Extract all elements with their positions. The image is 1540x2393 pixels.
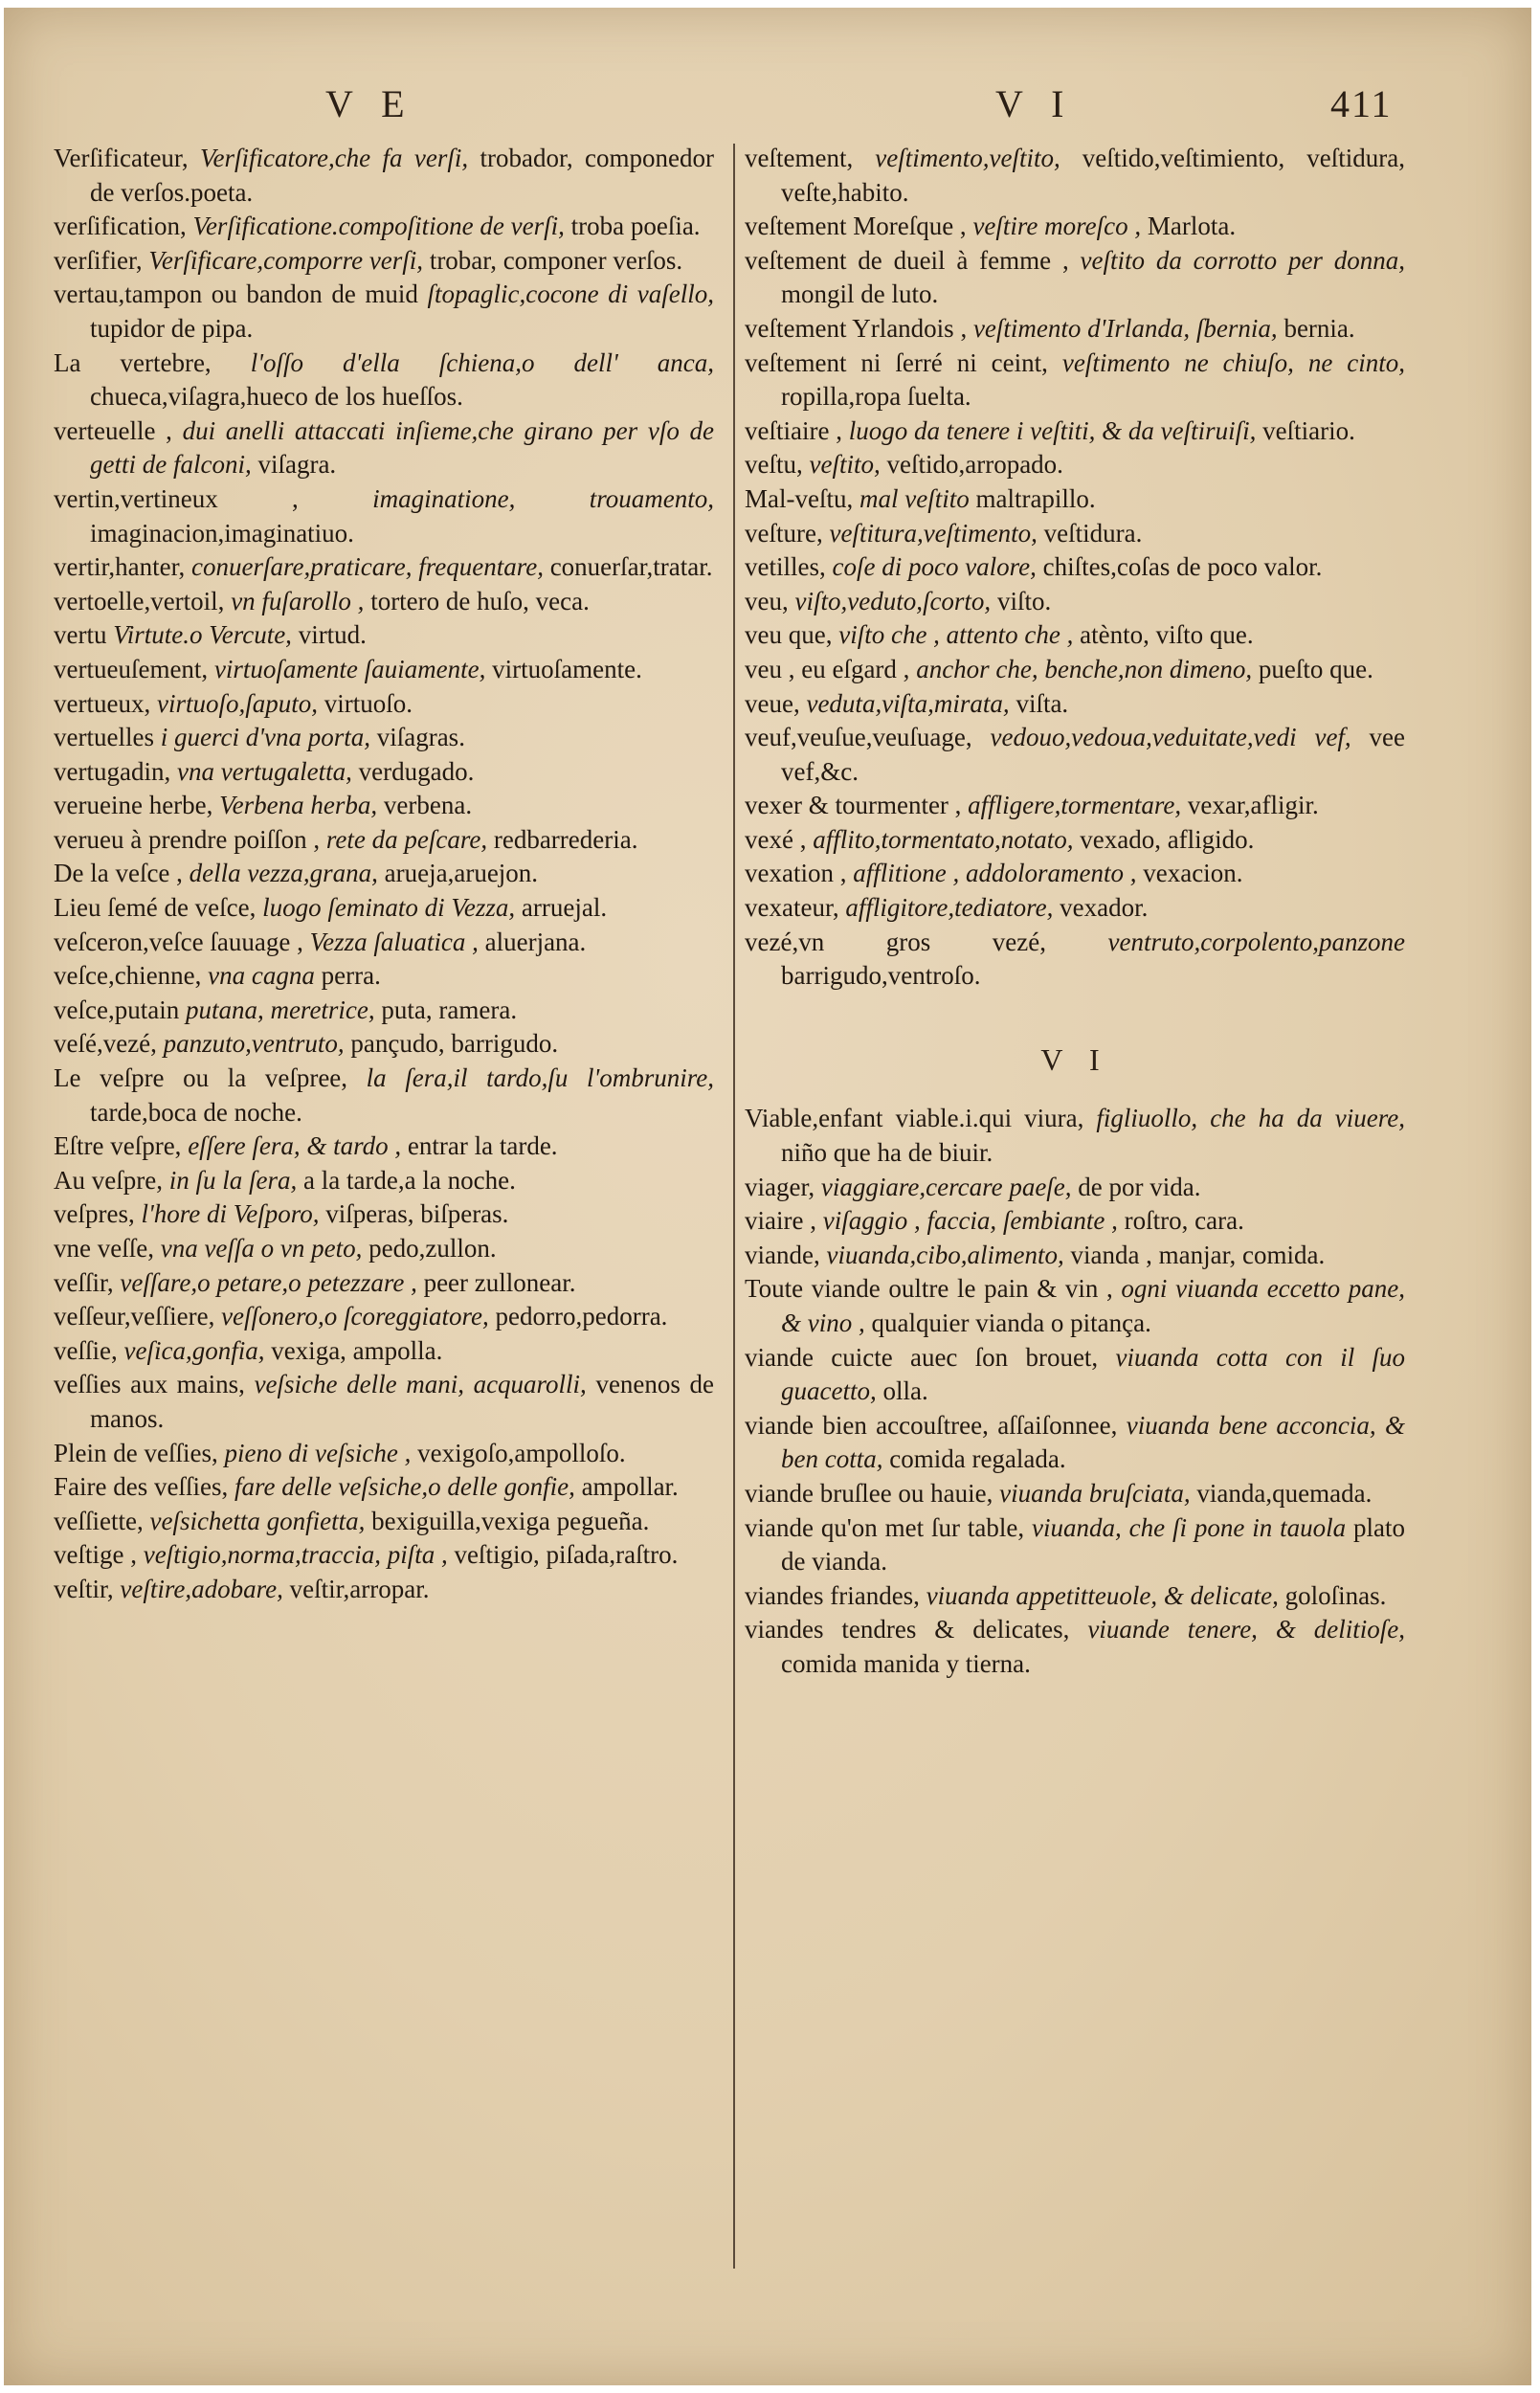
entry-headword: vezé,vn gros vezé, (745, 927, 1046, 956)
entry-headword: Au veſpre, (54, 1165, 163, 1195)
entry-spanish: veſtir,arropar. (289, 1574, 430, 1603)
left-column (54, 142, 714, 1607)
dictionary-entry (745, 857, 1405, 891)
entry-italian: viuanda bruſciata, (999, 1478, 1191, 1508)
entry-spanish: veſtigio, piſada,raſtro. (454, 1540, 679, 1570)
entry-italian: veduta,viſta,mirata, (806, 688, 1010, 718)
entry-italian: Vezza ſaluatica , (309, 927, 479, 956)
dictionary-entry (745, 926, 1405, 994)
entry-italian: luogo ſeminato di Vezza, (262, 893, 516, 923)
entry-headword: veſtu, (745, 450, 803, 480)
dictionary-entry (54, 789, 714, 823)
entry-headword: Verſificateur, (54, 144, 189, 172)
entry-spanish: bexiguilla,vexiga pegueña. (371, 1506, 650, 1535)
entry-spanish: chiſtes,coſas de poco valor. (1042, 552, 1323, 582)
entry-spanish: perra. (321, 961, 381, 991)
dictionary-entry (54, 1232, 714, 1266)
entry-spanish: vexiga, ampolla. (271, 1335, 443, 1365)
dictionary-entry (54, 1505, 714, 1539)
entry-spanish: comida manida y tierna. (781, 1648, 1031, 1678)
entry-headword: verueine herbe, (54, 791, 213, 820)
entry-headword: De la veſce , (54, 859, 183, 888)
dictionary-entry (745, 1272, 1405, 1340)
entry-spanish: tarde,boca de noche. (90, 1097, 302, 1127)
entry-headword: veu , eu eſgard , (745, 654, 910, 683)
entry-spanish: plato de vianda. (781, 1512, 1406, 1577)
entry-spanish: tortero de huſo, veca. (370, 586, 590, 615)
entry-spanish: ropilla,ropa ſuelta. (781, 382, 971, 412)
entry-spanish: goloſinas. (1284, 1580, 1387, 1610)
dictionary-entry (745, 448, 1405, 482)
entry-spanish: olla. (882, 1376, 928, 1406)
entry-spanish: vexar,afligir. (1187, 791, 1319, 820)
right-column (745, 142, 1405, 1682)
entry-spanish: maltrapillo. (975, 483, 1096, 513)
entry-headword: veſtement de dueil à femme , (745, 245, 1069, 275)
entry-headword: Mal-veſtu, (745, 483, 854, 513)
entry-italian: pieno di veſsiche , (224, 1438, 412, 1467)
entry-headword: veſtiaire , (745, 415, 842, 445)
dictionary-entry (745, 1477, 1405, 1511)
entry-headword: Faire des veſſies, (54, 1472, 229, 1502)
entry-italian: putana, meretrice, (185, 995, 375, 1024)
dictionary-entry (745, 517, 1405, 551)
entry-spanish: pueſto que. (1258, 654, 1373, 683)
page-number: 411 (1330, 82, 1393, 125)
entry-italian: veſſonero,o ſcoreggiatore, (221, 1302, 489, 1331)
entry-spanish: tupidor de pipa. (90, 313, 254, 343)
entry-spanish: ampollar. (581, 1472, 679, 1502)
column-divider (733, 144, 735, 2269)
entry-headword: veſtement ni ſerré ni ceint, (745, 347, 1048, 377)
dictionary-entry (745, 687, 1405, 722)
dictionary-entry (54, 142, 714, 210)
dictionary-entry (54, 857, 714, 891)
dictionary-entry (745, 789, 1405, 823)
entry-italian: veſica,gonfia, (123, 1335, 265, 1365)
entry-headword: verſification, (54, 212, 187, 241)
dictionary-entry (745, 823, 1405, 858)
entry-italian: viuanda appetitteuole, & delicate, (926, 1580, 1279, 1610)
right-column-ve-entries (745, 142, 1405, 994)
entry-spanish: veſtidura. (1043, 518, 1143, 548)
entry-headword: viandes friandes, (745, 1580, 920, 1610)
entry-headword: veſtir, (54, 1574, 114, 1603)
entry-headword: vexateur, (745, 893, 839, 923)
entry-spanish: chueca,viſagra,hueco de los hueſſos. (90, 382, 463, 412)
entry-italian: veſtigio,norma,traccia, piſta , (143, 1540, 448, 1570)
entry-italian: Verſificatore,che fa verſi, (199, 144, 469, 172)
entry-spanish: niño que ha de biuir. (781, 1138, 993, 1168)
entry-italian: veſſare,o petare,o petezzare , (120, 1267, 417, 1297)
entry-italian: anchor che, benche,non dimeno, (916, 654, 1253, 683)
entry-italian: Virtute.o Vercute, (113, 620, 292, 650)
dictionary-entry (54, 1062, 714, 1129)
entry-spanish: vianda,quemada. (1196, 1478, 1373, 1508)
header-center: V I (995, 82, 1074, 125)
entry-headword: viandes tendres & delicates, (745, 1615, 1070, 1644)
right-column-vi-entries (745, 1102, 1405, 1681)
dictionary-entry (745, 1341, 1405, 1409)
entry-headword: Plein de veſſies, (54, 1438, 218, 1467)
entry-headword: vetilles, (745, 552, 826, 582)
entry-italian: la ſera,il tardo,ſu l'ombrunire, (366, 1063, 715, 1093)
entry-spanish: viſagras. (376, 723, 465, 752)
entry-italian: coſe di poco valore, (832, 552, 1037, 582)
entry-italian: Verſificatione.compoſitione de verſi, (192, 212, 565, 241)
entry-headword: veue, (745, 688, 800, 718)
entry-italian: luogo da tenere i veſtiti, & da veſtiruiſi, (848, 415, 1257, 445)
entry-italian: della vezza,grana, (189, 859, 378, 888)
dictionary-entry (54, 1164, 714, 1198)
entry-headword: viande cuicte auec ſon brouet, (745, 1342, 1099, 1372)
entry-spanish: roſtro, cara. (1124, 1206, 1244, 1236)
dictionary-entry (54, 687, 714, 722)
entry-italian: panzuto,ventruto, (163, 1029, 345, 1059)
entry-spanish: redbarrederia. (493, 824, 638, 854)
entry-spanish: veſtiario. (1262, 415, 1355, 445)
entry-spanish: peer zullonear. (423, 1267, 576, 1297)
dictionary-entry (54, 482, 714, 550)
entry-headword: veſſies aux mains, (54, 1370, 245, 1399)
dictionary-entry (54, 755, 714, 790)
dictionary-entry (745, 550, 1405, 585)
entry-headword: viande bien accouſtree, aſſaiſonnee, (745, 1410, 1118, 1440)
dictionary-entry (745, 721, 1405, 789)
entry-spanish: trobador, componedor de verſos.poeta. (90, 144, 714, 207)
entry-headword: Viable,enfant viable.i.qui viura, (745, 1104, 1084, 1133)
entry-headword: veſtige , (54, 1540, 137, 1570)
entry-headword: veuf,veuſue,veuſuage, (745, 723, 972, 752)
entry-headword: vexation , (745, 859, 847, 888)
entry-italian: viuanda, che ſi pone in tauola (1031, 1512, 1347, 1542)
dictionary-entry (54, 1300, 714, 1334)
entry-italian: viuande tenere, & delitioſe, (1087, 1615, 1405, 1644)
entry-headword: veſpres, (54, 1199, 135, 1229)
entry-spanish: atènto, viſto que. (1080, 620, 1254, 650)
entry-spanish: arueja,aruejon. (384, 859, 539, 888)
entry-headword: veſſir, (54, 1267, 114, 1297)
dictionary-entry (54, 347, 714, 414)
entry-headword: Toute viande oultre le pain & vin , (745, 1274, 1113, 1304)
dictionary-entry (745, 653, 1405, 687)
entry-italian: affligitore,tediatore, (845, 893, 1054, 923)
entry-spanish: verdugado. (358, 756, 475, 786)
entry-headword: verſifier, (54, 245, 143, 275)
dictionary-entry (745, 210, 1405, 244)
dictionary-entry (54, 244, 714, 279)
entry-spanish: virtud. (298, 620, 367, 650)
dictionary-entry (745, 347, 1405, 414)
entry-spanish: pedorro,pedorra. (495, 1302, 668, 1331)
entry-spanish: vexador. (1060, 893, 1149, 923)
entry-headword: veſtement, (745, 144, 854, 172)
entry-headword: veſceron,veſce ſauuage , (54, 927, 303, 956)
dictionary-entry (745, 585, 1405, 619)
entry-headword: veſce,chienne, (54, 961, 202, 991)
entry-headword: veu que, (745, 620, 833, 650)
entry-headword: verteuelle , (54, 415, 172, 445)
entry-spanish: viſperas, biſperas. (325, 1199, 509, 1229)
entry-spanish: veſtido,arropado. (886, 450, 1063, 480)
dictionary-entry (54, 618, 714, 653)
entry-spanish: mongil de luto. (781, 280, 939, 309)
dictionary-entry (54, 550, 714, 585)
entry-headword: veſtement Yrlandois , (745, 313, 968, 343)
entry-italian: ogni viuanda eccetto pane, & vino , (781, 1274, 1406, 1337)
entry-spanish: qualquier vianda o pitança. (871, 1308, 1151, 1337)
entry-spanish: troba poeſia. (570, 212, 701, 241)
dictionary-entry (745, 414, 1405, 449)
dictionary-entry (54, 1538, 714, 1573)
entry-spanish: verbena. (383, 791, 473, 820)
dictionary-entry (745, 1511, 1405, 1579)
entry-spanish: vexigoſo,ampolloſo. (417, 1438, 626, 1467)
dictionary-entry (54, 1129, 714, 1164)
entry-italian: ventruto,corpolento,panzone (1107, 927, 1405, 956)
entry-headword: veu, (745, 586, 789, 615)
dictionary-entry (54, 926, 714, 960)
entry-headword: verueu à prendre poiſſon , (54, 824, 321, 854)
entry-headword: vertuelles (54, 723, 154, 752)
entry-italian: afflitione , addoloramento , (853, 859, 1137, 888)
entry-headword: Le veſpre ou la veſpree, (54, 1063, 348, 1093)
entry-italian: figliuollo, che ha da viuere, (1096, 1104, 1405, 1133)
dictionary-entry (54, 585, 714, 619)
entry-italian: in ſu la ſera, (168, 1165, 298, 1195)
entry-italian: veſtire,adobare, (120, 1574, 283, 1603)
dictionary-entry (745, 1579, 1405, 1614)
entry-italian: viuanda bene acconcia, & ben cotta, (781, 1410, 1405, 1474)
entry-italian: viuanda cotta con il ſuo guacetto, (781, 1342, 1406, 1406)
entry-spanish: vexado, afligido. (1080, 824, 1255, 854)
entry-spanish: venenos de manos. (90, 1370, 715, 1433)
entry-italian: veſtimento,veſtito, (875, 144, 1060, 172)
entry-spanish: viſto. (996, 586, 1052, 615)
dictionary-entry (745, 142, 1405, 210)
entry-headword: vertueux, (54, 688, 151, 718)
entry-headword: vertau,tampon ou bandon de muid (54, 280, 418, 309)
dictionary-entry (745, 618, 1405, 653)
entry-italian: l'oſſo d'ella ſchiena,o dell' anca, (250, 347, 715, 377)
entry-headword: veſture, (745, 518, 823, 548)
entry-italian: veſsichetta gonfietta, (149, 1506, 366, 1535)
entry-headword: veſtement Moreſque , (745, 212, 967, 241)
entry-headword: vertir,hanter, (54, 552, 186, 582)
entry-italian: virtuoſo,ſaputo, (156, 688, 318, 718)
entry-spanish: vianda , manjar, comida. (1070, 1240, 1326, 1269)
entry-spanish: imaginacion,imaginatiuo. (90, 518, 354, 548)
entry-italian: fare delle veſsiche,o delle gonfie, (234, 1472, 575, 1502)
entry-italian: veſtimento d'Irlanda, ſbernia, (972, 313, 1278, 343)
dictionary-entry (745, 312, 1405, 347)
dictionary-entry (745, 1102, 1405, 1170)
entry-spanish: pedo,zullon. (368, 1234, 497, 1263)
entry-spanish: puta, ramera. (381, 995, 518, 1024)
entry-italian: afflito,tormentato,notato, (813, 824, 1074, 854)
dictionary-entry (54, 1027, 714, 1062)
dictionary-entry (745, 891, 1405, 926)
entry-spanish: vexacion. (1143, 859, 1243, 888)
dictionary-entry (745, 1613, 1405, 1681)
entry-italian: dui anelli attaccati inſieme,che girano per vſo de getti de falconi, (90, 415, 714, 480)
entry-spanish: viſta. (1016, 688, 1069, 718)
dictionary-entry (54, 1197, 714, 1232)
entry-italian: vna cagna (208, 961, 315, 991)
entry-spanish: vee vef,&c. (781, 723, 1405, 786)
entry-italian: Verbena herba, (219, 791, 378, 820)
entry-italian: veſtimento ne chiuſo, ne cinto, (1061, 347, 1405, 377)
dictionary-entry (745, 1171, 1405, 1205)
entry-headword: La vertebre, (54, 347, 212, 377)
dictionary-entry (54, 1334, 714, 1369)
entry-italian: virtuoſamente ſauiamente, (213, 654, 486, 683)
dictionary-entry (54, 414, 714, 482)
entry-headword: viager, (745, 1172, 815, 1201)
entry-italian: ſtopaglic,cocone di vaſello, (427, 280, 714, 309)
entry-spanish: virtuoſo. (324, 688, 413, 718)
entry-spanish: bernia. (1283, 313, 1355, 343)
header-left: V E (325, 82, 414, 125)
entry-headword: viande, (745, 1240, 820, 1269)
dictionary-entry (54, 891, 714, 926)
entry-italian: conuerſare,praticare, frequentare, (191, 552, 544, 582)
dictionary-entry (54, 653, 714, 687)
entry-headword: vertu (54, 620, 107, 650)
entry-headword: vertin,vertineux , (54, 483, 299, 513)
entry-spanish: trobar, componer verſos. (429, 245, 683, 275)
entry-spanish: aluerjana. (484, 927, 587, 956)
entry-italian: veſsiche delle mani, acquarolli, (254, 1370, 587, 1399)
dictionary-entry (54, 959, 714, 994)
entry-italian: vn fuſarollo , (231, 586, 365, 615)
entry-headword: vertoelle,vertoil, (54, 586, 225, 615)
entry-italian: affligere,tormentare, (968, 791, 1182, 820)
entry-spanish: arruejal. (521, 893, 608, 923)
entry-spanish: conuerſar,tratar. (549, 552, 713, 582)
dictionary-entry (745, 482, 1405, 517)
dictionary-entry (54, 1266, 714, 1301)
dictionary-entry (54, 823, 714, 858)
dictionary-entry (54, 1368, 714, 1436)
entry-headword: vexer & tourmenter , (745, 791, 962, 820)
entry-headword: vexé , (745, 824, 807, 854)
entry-headword: vne veſſe, (54, 1234, 154, 1263)
entry-spanish: veſtido,veſtimiento, veſtidura, veſte,habito. (781, 144, 1406, 207)
entry-headword: veſſie, (54, 1335, 118, 1365)
entry-italian: imaginatione, trouamento, (372, 483, 714, 513)
entry-italian: viuanda,cibo,alimento, (826, 1240, 1064, 1269)
entry-spanish: comida regalada. (889, 1444, 1066, 1474)
dictionary-entry (745, 244, 1405, 312)
entry-headword: vertugadin, (54, 756, 171, 786)
dictionary-entry (54, 1573, 714, 1607)
entry-italian: vna veſſa o vn peto, (160, 1234, 363, 1263)
dictionary-entry (745, 1239, 1405, 1273)
section-heading: V I (1040, 1041, 1109, 1077)
entry-italian: vedouo,vedoua,veduitate,vedi vef, (990, 723, 1351, 752)
entry-spanish: de por vida. (1078, 1172, 1201, 1201)
dictionary-entry (54, 721, 714, 755)
entry-italian: eſſere ſera, & tardo , (188, 1131, 402, 1161)
entry-italian: l'hore di Veſporo, (141, 1199, 320, 1229)
dictionary-entry (745, 1409, 1405, 1477)
entry-headword: vertueuſement, (54, 654, 209, 683)
entry-italian: veſtitura,veſtimento, (829, 518, 1038, 548)
entry-headword: Eſtre veſpre, (54, 1131, 182, 1161)
entry-headword: veſce,putain (54, 995, 180, 1024)
entry-spanish: virtuoſamente. (492, 654, 642, 683)
entry-italian: vna vertugaletta, (176, 756, 352, 786)
entry-italian: Verſificare,comporre verſi, (148, 245, 424, 275)
entry-spanish: pançudo, barrigudo. (350, 1029, 559, 1059)
entry-headword: veſſiette, (54, 1506, 144, 1535)
entry-spanish: a la tarde,a la noche. (302, 1165, 516, 1195)
entry-italian: veſtire moreſco , (972, 212, 1142, 241)
entry-spanish: barrigudo,ventroſo. (781, 961, 981, 991)
entry-headword: veſſeur,veſſiere, (54, 1302, 215, 1331)
dictionary-entry (54, 210, 714, 244)
entry-spanish: viſagra. (257, 450, 337, 480)
entry-italian: viſto,veduto,ſcorto, (794, 586, 992, 615)
entry-italian: viſaggio , faccia, ſembiante , (822, 1206, 1118, 1236)
entry-headword: viande bruſlee ou hauie, (745, 1478, 993, 1508)
dictionary-entry (54, 1470, 714, 1505)
dictionary-entry (745, 1204, 1405, 1239)
dictionary-entry (54, 994, 714, 1028)
entry-spanish: Marlota. (1147, 212, 1237, 241)
dictionary-entry (54, 1437, 714, 1471)
entry-italian: veſtito, (809, 450, 881, 480)
entry-headword: viande qu'on met ſur table, (745, 1512, 1025, 1542)
entry-italian: rete da peſcare, (325, 824, 488, 854)
entry-headword: Lieu ſemé de veſce, (54, 893, 257, 923)
entry-spanish: entrar la tarde. (407, 1131, 558, 1161)
entry-headword: viaire , (745, 1206, 816, 1236)
entry-italian: mal veſtito (859, 483, 970, 513)
entry-headword: veſé,vezé, (54, 1029, 157, 1059)
entry-italian: viſto che , attento che , (838, 620, 1074, 650)
dictionary-entry (54, 278, 714, 346)
entry-italian: veſtito da corrotto per donna, (1080, 245, 1406, 275)
entry-italian: i guerci d'vna porta, (160, 723, 370, 752)
entry-italian: viaggiare,cercare paeſe, (820, 1172, 1072, 1201)
